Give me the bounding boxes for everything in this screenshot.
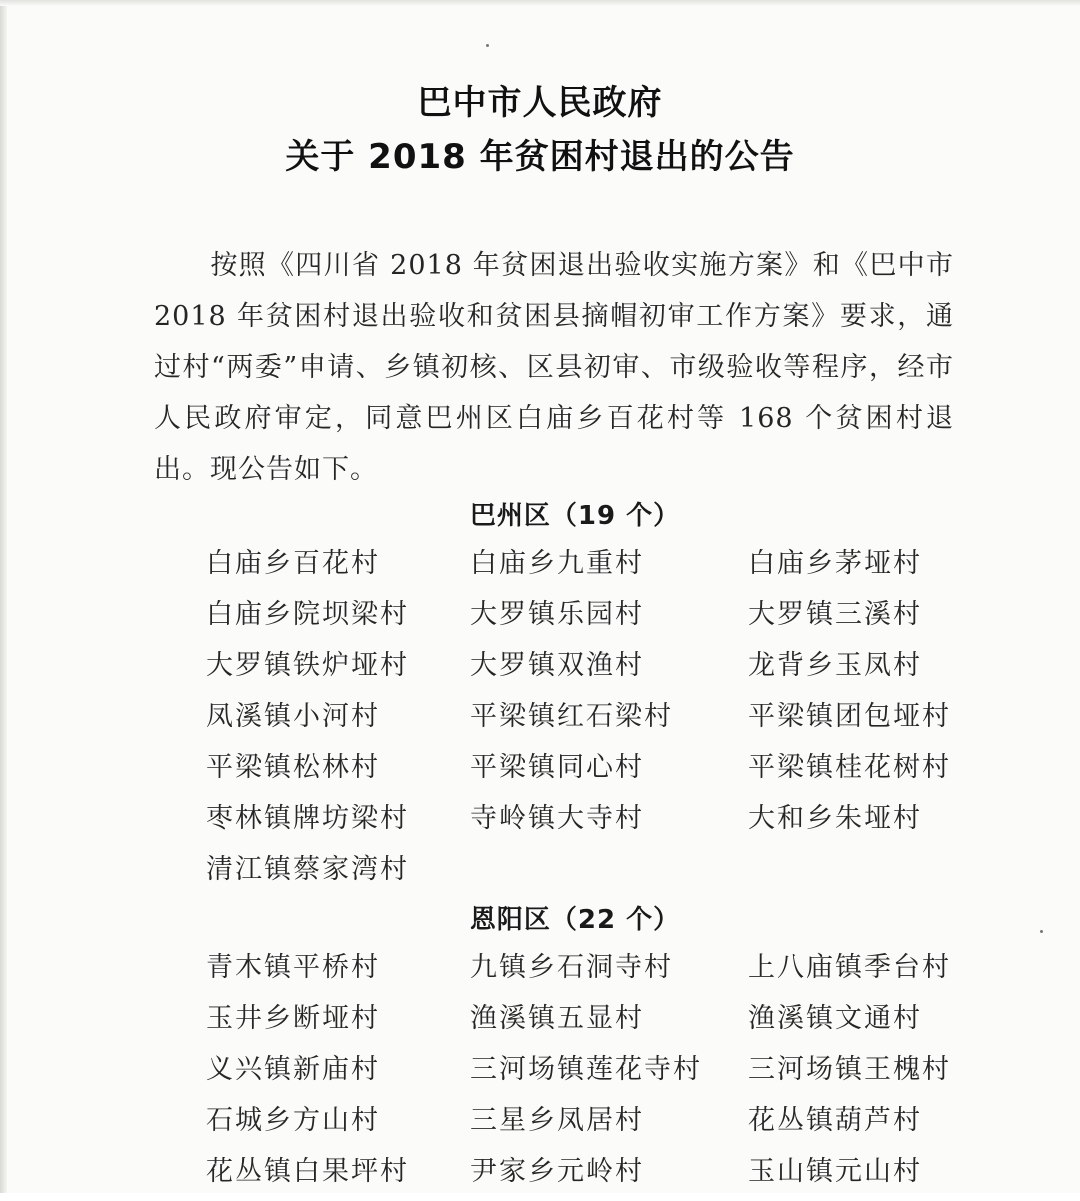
village-item: 玉井乡断垭村 <box>206 1003 380 1034</box>
document-title-line-2: 关于 2018 年贫困村退出的公告 <box>285 137 795 177</box>
village-item: 凤溪镇小河村 <box>206 701 380 732</box>
village-item: 渔溪镇文通村 <box>748 1003 922 1034</box>
village-item: 上八庙镇季台村 <box>748 952 951 983</box>
village-item: 九镇乡石洞寺村 <box>470 952 673 983</box>
village-item: 花丛镇白果坪村 <box>206 1156 409 1187</box>
section-heading-bazhou: 巴州区（19 个） <box>469 501 681 531</box>
village-item: 大罗镇乐园村 <box>470 599 644 630</box>
village-item: 石城乡方山村 <box>206 1105 380 1136</box>
village-item: 渔溪镇五显村 <box>470 1003 644 1034</box>
village-item: 龙背乡玉凤村 <box>748 650 922 681</box>
village-item: 寺岭镇大寺村 <box>470 803 644 834</box>
village-item: 三河场镇王槐村 <box>748 1054 951 1085</box>
announcement-paragraph <box>154 240 954 495</box>
scan-speck <box>486 44 489 47</box>
document-title-line-1: 巴中市人民政府 <box>417 83 663 123</box>
village-item: 青木镇平桥村 <box>206 952 380 983</box>
village-list-enyang <box>200 946 960 1201</box>
page-top-edge <box>0 0 1080 6</box>
village-item: 三星乡凤居村 <box>470 1105 644 1136</box>
village-item: 大罗镇铁炉垭村 <box>206 650 409 681</box>
village-item: 白庙乡茅垭村 <box>748 548 922 579</box>
village-item: 大罗镇三溪村 <box>748 599 922 630</box>
village-item: 尹家乡元岭村 <box>470 1156 644 1187</box>
village-item: 大和乡朱垭村 <box>748 803 922 834</box>
village-item: 义兴镇新庙村 <box>206 1054 380 1085</box>
village-item: 平梁镇红石梁村 <box>470 701 673 732</box>
village-item: 大罗镇双渔村 <box>470 650 644 681</box>
village-list-bazhou <box>200 542 960 899</box>
village-item: 三河场镇莲花寺村 <box>470 1054 702 1085</box>
village-item: 玉山镇元山村 <box>748 1156 922 1187</box>
village-item: 白庙乡院坝梁村 <box>206 599 409 630</box>
section-heading-enyang: 恩阳区（22 个） <box>469 905 681 935</box>
village-item: 平梁镇桂花树村 <box>748 752 951 783</box>
village-item: 白庙乡百花村 <box>206 548 380 579</box>
village-item: 平梁镇团包垭村 <box>748 701 951 732</box>
village-item: 平梁镇松林村 <box>206 752 380 783</box>
village-item: 白庙乡九重村 <box>470 548 644 579</box>
village-item: 枣林镇牌坊梁村 <box>206 803 409 834</box>
village-item: 平梁镇同心村 <box>470 752 644 783</box>
announcement-text: 按照《四川省 2018 年贫困退出验收实施方案》和《巴中市 2018 年贫困村退出验收和贫困县摘帽初审工作方案》要求，通过村“两委”申请、乡镇初核、区县初审、市级验收等程序，经市人民政府审定，同意巴州区白庙乡百花村等 168 个贫困村退出。现公告如下。 <box>154 250 954 485</box>
village-item: 清江镇蔡家湾村 <box>206 854 409 885</box>
village-item: 花丛镇葫芦村 <box>748 1105 922 1136</box>
